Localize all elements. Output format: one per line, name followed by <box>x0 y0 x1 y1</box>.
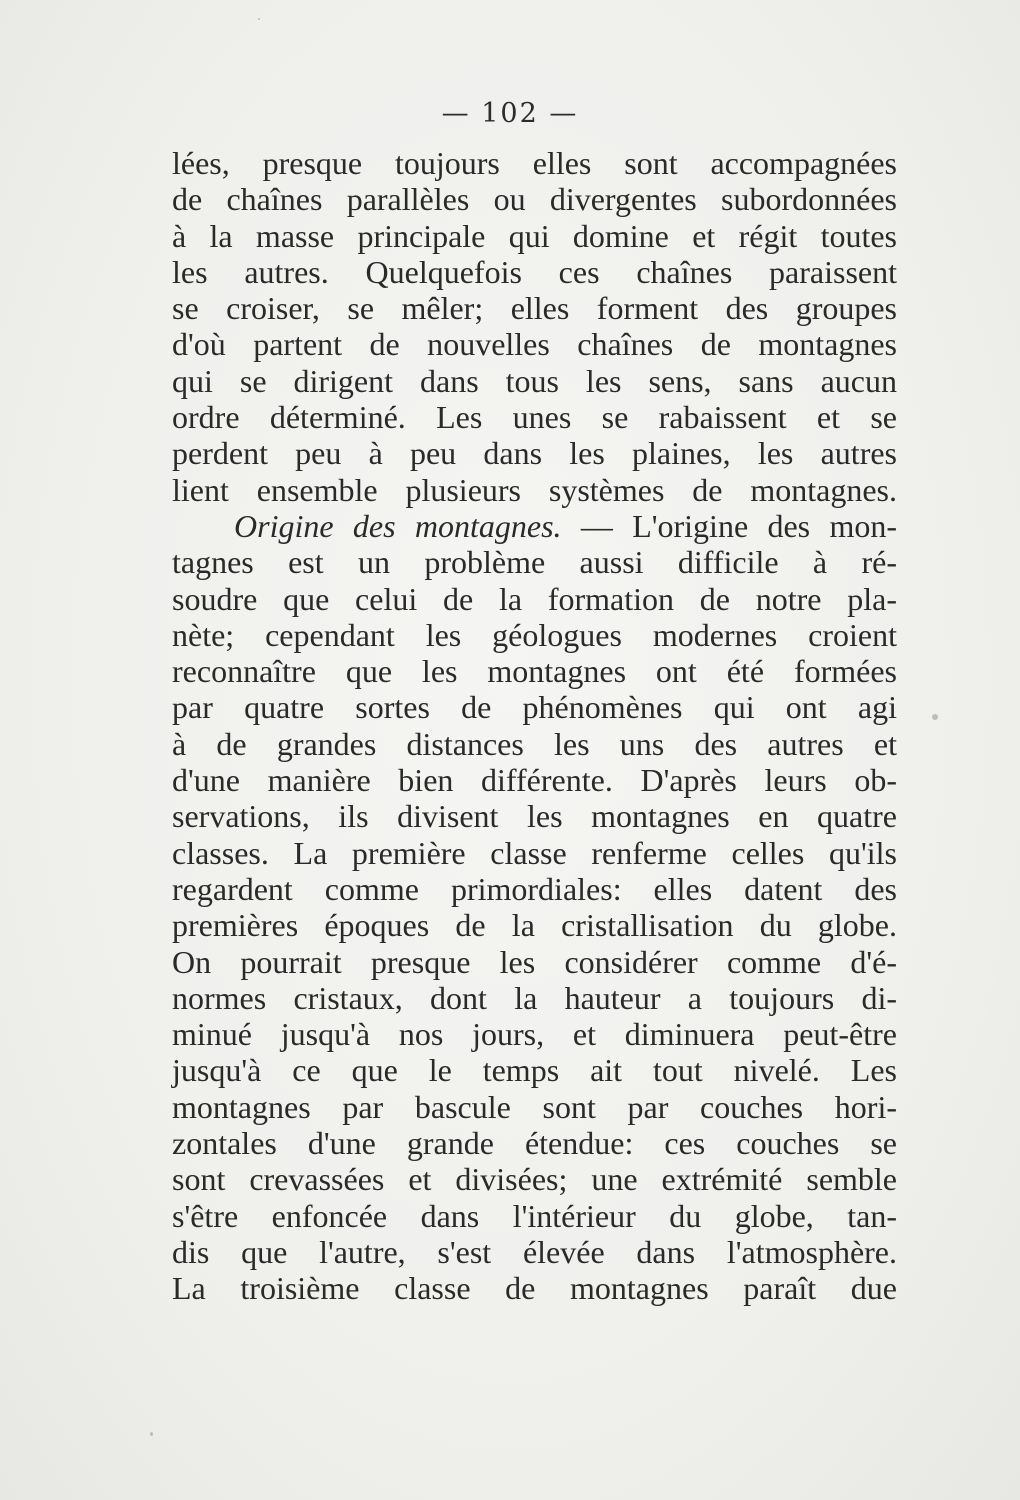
text-line: tagnes est un problème aussi difficile à ré- <box>172 544 897 581</box>
text-line: regardent comme primordiales: elles datent des <box>172 870 897 907</box>
text-line: On pourrait presque les considérer comme d'é- <box>172 943 897 980</box>
text-line: zontales d'une grande étendue: ces couches se <box>172 1125 897 1162</box>
text-line: qui se dirigent dans tous les sens, sans aucun <box>172 362 897 399</box>
text-line: lient ensemble plusieurs systèmes de montagnes. <box>172 471 897 508</box>
text-line: La troisième classe de montagnes paraît due <box>172 1270 897 1307</box>
paper-speck <box>932 714 938 720</box>
paper-speck <box>258 18 260 20</box>
text-line: minué jusqu'à nos jours, et diminuera peut-être <box>172 1016 897 1053</box>
text-line: s'être enfoncée dans l'intérieur du globe, tan- <box>172 1197 897 1234</box>
body-text <box>172 145 897 1307</box>
text-line: servations, ils divisent les montagnes en quatre <box>172 798 897 835</box>
text-line: à la masse principale qui domine et régit toutes <box>172 217 897 254</box>
section-heading-continuation: — L'origine des mon- <box>561 507 898 544</box>
text-line: par quatre sortes de phénomènes qui ont agi <box>172 689 897 726</box>
text-line: premières époques de la cristallisation du globe. <box>172 907 897 944</box>
text-line: à de grandes distances les uns des autres et <box>172 725 897 762</box>
text-line: reconnaître que les montagnes ont été formées <box>172 653 897 690</box>
text-line: lées, presque toujours elles sont accompagnées <box>172 145 897 181</box>
text-line: ordre déterminé. Les unes se rabaissent et se <box>172 399 897 436</box>
text-line: sont crevassées et divisées; une extrémité semble <box>172 1161 897 1198</box>
text-line: d'une manière bien différente. D'après leurs ob- <box>172 762 897 799</box>
text-line: montagnes par bascule sont par couches hori- <box>172 1088 897 1125</box>
text-line: soudre que celui de la formation de notre pla- <box>172 580 897 617</box>
text-line: se croiser, se mêler; elles forment des groupes <box>172 290 897 327</box>
text-line: dis que l'autre, s'est élevée dans l'atmosphère. <box>172 1233 897 1270</box>
section-heading-line <box>172 508 897 544</box>
text-line: nète; cependant les géologues modernes croient <box>172 616 897 653</box>
paper-speck <box>150 1432 153 1436</box>
text-line: normes cristaux, dont la hauteur a toujours di- <box>172 979 897 1016</box>
text-line: de chaînes parallèles ou divergentes subordonnées <box>172 181 897 218</box>
text-line: les autres. Quelquefois ces chaînes paraissent <box>172 253 897 290</box>
text-line: classes. La première classe renferme celles qu'ils <box>172 834 897 871</box>
text-line: d'où partent de nouvelles chaînes de montagnes <box>172 326 897 363</box>
text-line: perdent peu à peu dans les plaines, les autres <box>172 435 897 472</box>
text-line: jusqu'à ce que le temps ait tout nivelé. Les <box>172 1052 897 1089</box>
page-number: — 102 — <box>441 98 579 129</box>
section-heading: Origine des montagnes. <box>234 507 562 544</box>
